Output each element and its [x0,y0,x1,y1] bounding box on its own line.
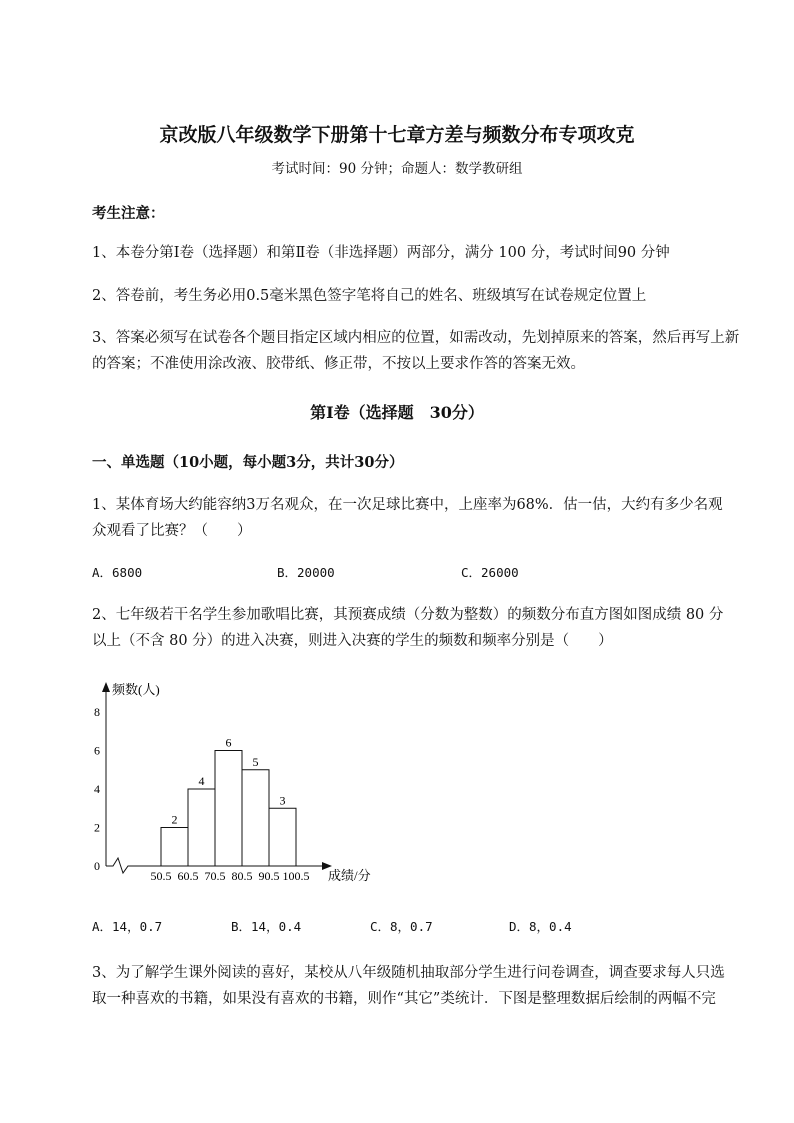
question-2-option-b[interactable]: B．14，0.4 [231,919,302,934]
bar-data-label: 3 [279,793,286,808]
document-title: 京改版八年级数学下册第十七章方差与频数分布专项攻克 [159,124,635,146]
y-axis-label: 频数(人) [112,682,160,697]
frequency-histogram [80,672,400,892]
y-tick-label: 6 [94,743,100,758]
x-tick-label: 60.5 [177,869,199,883]
question-2-line-1: 2、七年级若干名学生参加歌唱比赛，其预赛成绩（分数为整数）的频数分布直方图如图成绩 80 分 [92,607,724,623]
question-3-line-2: 取一种喜欢的书籍，如果没有喜欢的书籍，则作“其它”类统计．下图是整理数据后绘制的两幅不完 [92,991,716,1007]
bar-data-label: 5 [252,754,259,769]
histogram-bar [215,751,242,867]
notice-item-3-cont: 的答案；不准使用涂改液、胶带纸、修正带，不按以上要求作答的答案无效。 [92,356,585,372]
notice-item-2: 2、答卷前，考生务必用0.5毫米黑色签字笔将自己的姓名、班级填写在试卷规定位置上 [92,288,647,304]
bar-data-label: 2 [171,812,178,827]
histogram-bar [161,828,188,867]
x-tick-label: 90.5 [258,869,280,883]
x-axis-label: 成绩/分 [328,868,371,883]
question-1-option-a[interactable]: A．6800 [92,565,143,580]
y-tick-label: 0 [94,859,100,873]
histogram-bar [242,770,269,866]
question-1-option-b[interactable]: B．20000 [277,565,335,580]
section-title: 第Ⅰ卷（选择题 30分） [310,403,484,422]
question-2-option-a[interactable]: A．14，0.7 [92,919,163,934]
y-tick-label: 8 [94,705,100,719]
bar-data-label: 4 [198,774,205,788]
part-title: 一、单选题（10小题，每小题3分，共计30分） [92,454,404,471]
question-3-line-1: 3、为了解学生课外阅读的喜好，某校从八年级随机抽取部分学生进行问卷调查，调查要求每人只选 [92,965,725,981]
histogram-bar [188,789,215,866]
notice-item-1: 1、本卷分第Ⅰ卷（选择题）和第Ⅱ卷（非选择题）两部分，满分 100 分，考试时间90 分钟 [92,245,670,261]
question-1-line-1: 1、某体育场大约能容纳3万名观众，在一次足球比赛中，上座率为68%．估一估，大约有多少名观 [92,497,723,513]
notice-item-3: 3、答案必须写在试卷各个题目指定区域内相应的位置，如需改动，先划掉原来的答案，然后再写上新 [92,330,740,346]
x-tick-label: 80.5 [231,869,253,883]
question-1-option-c[interactable]: C．26000 [461,565,519,580]
x-tick-label: 50.5 [150,869,172,883]
y-tick-label: 2 [94,820,100,835]
question-2-option-d[interactable]: D．8，0.4 [509,919,572,934]
bar-data-label: 6 [225,735,232,750]
exam-info: 考试时间：90 分钟；命题人：数学教研组 [271,161,523,177]
question-1-line-2: 众观看了比赛？（ ） [92,523,252,539]
x-tick-label: 100.5 [282,869,310,883]
question-2-option-c[interactable]: C．8，0.7 [370,919,433,934]
histogram-bar [269,808,296,866]
question-2-line-2: 以上（不含 80 分）的进入决赛，则进入决赛的学生的频数和频率分别是（ ） [92,633,613,649]
y-axis-arrow [102,682,110,692]
y-tick-label: 4 [94,782,100,796]
x-tick-label: 70.5 [204,869,226,883]
notice-heading: 考生注意： [92,205,165,222]
